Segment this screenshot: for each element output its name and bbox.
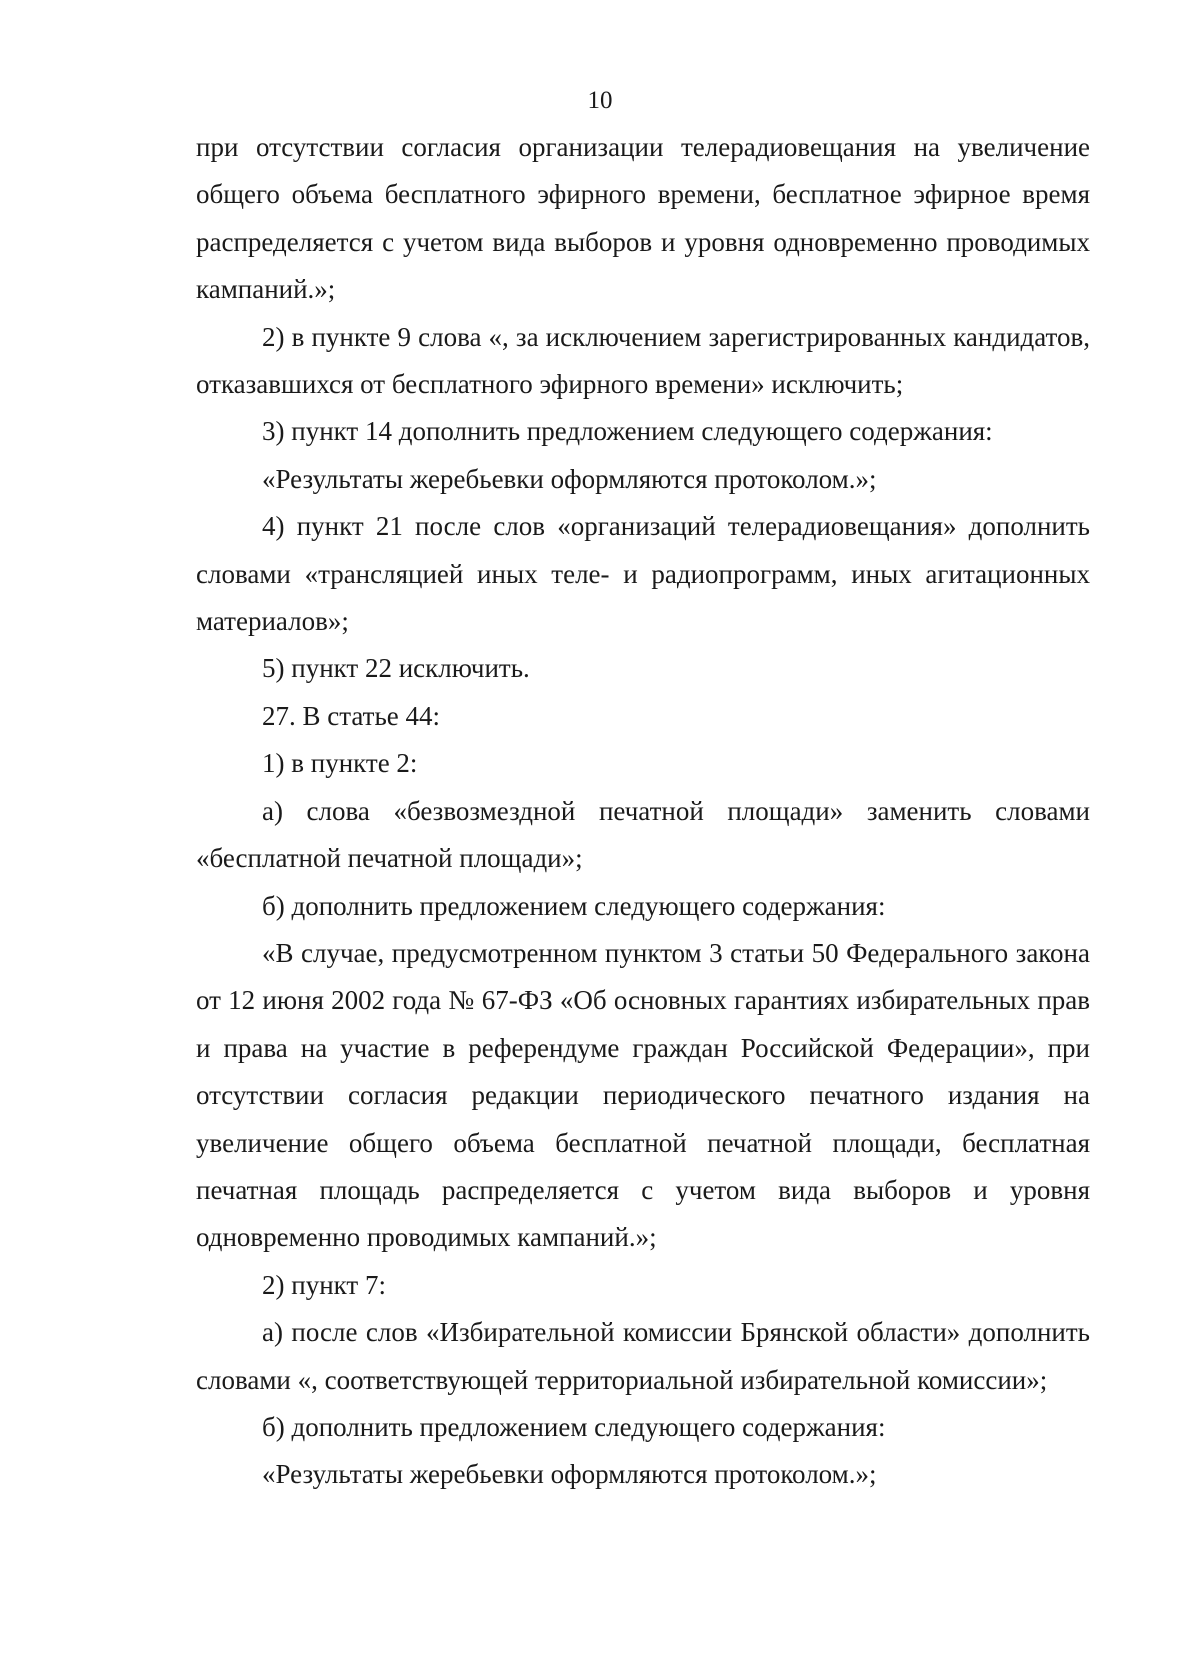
paragraph-article-27: 27. В статье 44: [262,700,441,731]
paragraph-item-5: 5) пункт 22 исключить. [262,653,530,684]
paragraph-subitem-2: 2) пункт 7: [262,1269,386,1300]
paragraph-subitem-2b: б) дополнить предложением следующего содержания: [262,1411,886,1442]
paragraph-subitem-a: а) слова «безвозмездной печатной площади» заменить словами «бесплатной печатной площади»; [196,795,1090,874]
page-number: 10 [587,87,613,114]
paragraph-quote-protocol: «Результаты жеребьевки оформляются протоколом.»; [262,463,877,494]
paragraph-subitem-2a: а) после слов «Избирательной комиссии Брянской области» дополнить словами «, соответствующей территориальной избирательной комиссии»; [196,1317,1090,1395]
paragraph-item-2: 2) в пункте 9 слова «, за исключением зарегистрированных кандидатов, отказавшихся от бесплатного эфирного времени» исключить; [196,321,1090,400]
document-body [196,124,1090,1499]
paragraph-quote-protocol-2: «Результаты жеребьевки оформляются протоколом.»; [262,1459,877,1490]
paragraph-item-3: 3) пункт 14 дополнить предложением следующего содержания: [262,416,993,447]
paragraph-subitem-b: б) дополнить предложением следующего содержания: [262,890,886,921]
paragraph-continuation: при отсутствии согласия организации телерадиовещания на увеличение общего объема бесплатного эфирного времени, бесплатное эфирное время распределяется с учетом вида выборов и уровня одновременно проводимых кампаний.»; [196,132,1090,305]
paragraph-item-4: 4) пункт 21 после слов «организаций телерадиовещания» дополнить словами «трансляцией иных теле- и радиопрограмм, иных агитационных материалов»; [196,511,1090,637]
paragraph-quote-federal-law: «В случае, предусмотренном пунктом 3 статьи 50 Федерального закона от 12 июня 2002 года № 67-ФЗ «Об основных гарантиях избирательных прав и права на участие в референдуме граждан Российской Федерации», при отсутствии согласия редакции периодического печатного издания на увеличение общего объема бесплатной печатной площади, бесплатная печатная площадь распределяется с учетом вида выборов и уровня одновременно проводимых кампаний.»; [196,937,1090,1253]
paragraph-subitem-1: 1) в пункте 2: [262,748,418,779]
